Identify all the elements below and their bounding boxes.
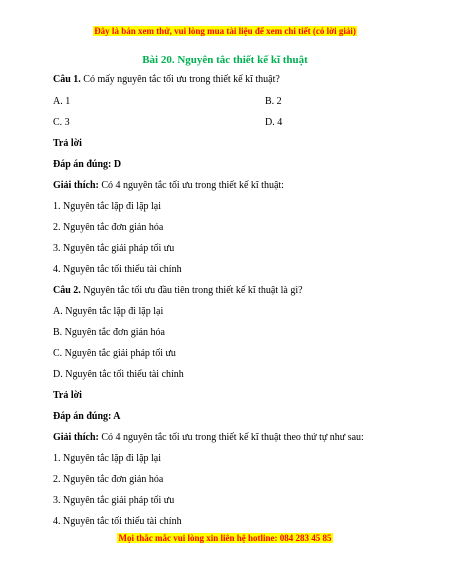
question-2-list-item: 4. Nguyên tắc tối thiểu tài chính <box>53 516 182 527</box>
preview-notice-banner <box>0 26 450 36</box>
page-title: Bài 20. Nguyên tắc thiết kế kĩ thuật <box>142 54 308 66</box>
question-2-explanation-label: Giải thích: <box>53 432 99 443</box>
question-2-option-d: D. Nguyên tắc tối thiểu tài chính <box>53 369 184 380</box>
question-2 <box>53 285 303 297</box>
question-1 <box>53 74 280 86</box>
question-1-list-item: 1. Nguyên tắc lặp đi lặp lại <box>53 201 162 212</box>
question-2-text: Nguyên tắc tối ưu đầu tiên trong thiết kế kĩ thuật là gì? <box>83 285 303 296</box>
question-1-list-item: 4. Nguyên tắc tối thiểu tài chính <box>53 264 182 275</box>
question-1-option-b: B. 2 <box>265 96 282 107</box>
question-1-correct-answer: Đáp án đúng: D <box>53 159 122 170</box>
question-1-option-a: A. 1 <box>53 96 71 107</box>
question-1-list-item: 2. Nguyên tắc đơn giản hóa <box>53 222 164 233</box>
question-2-explanation <box>53 432 364 444</box>
question-2-label: Câu 2. <box>53 285 81 296</box>
question-1-list-item: 3. Nguyên tắc giải pháp tối ưu <box>53 243 175 254</box>
hotline-banner <box>0 533 450 543</box>
hotline-text: Mọi thắc mắc vui lòng xin liên hệ hotline: 084 283 45 85 <box>118 533 332 543</box>
question-2-list-item: 3. Nguyên tắc giải pháp tối ưu <box>53 495 175 506</box>
question-2-option-c: C. Nguyên tắc giải pháp tối ưu <box>53 348 176 359</box>
question-1-explanation <box>53 180 284 192</box>
question-2-list-item: 1. Nguyên tắc lặp đi lặp lại <box>53 453 162 464</box>
question-2-option-b: B. Nguyên tắc đơn giản hóa <box>53 327 165 338</box>
question-1-explanation-text: Có 4 nguyên tắc tối ưu trong thiết kế kĩ thuật: <box>101 180 284 191</box>
question-1-text: Có mấy nguyên tắc tối ưu trong thiết kế kĩ thuật? <box>83 74 280 85</box>
preview-notice-text: Đây là bản xem thử, vui lòng mua tài liệu để xem chi tiết (có lời giải) <box>94 26 356 36</box>
question-2-answer-heading: Trả lời <box>53 390 82 401</box>
question-1-explanation-label: Giải thích: <box>53 180 99 191</box>
question-1-option-d: D. 4 <box>265 117 283 128</box>
question-1-label: Câu 1. <box>53 74 81 85</box>
question-2-option-a: A. Nguyên tắc lặp đi lặp lại <box>53 306 164 317</box>
question-1-answer-heading: Trả lời <box>53 138 82 149</box>
question-2-list-item: 2. Nguyên tắc đơn giản hóa <box>53 474 164 485</box>
question-2-correct-answer: Đáp án đúng: A <box>53 411 121 422</box>
question-1-option-c: C. 3 <box>53 117 70 128</box>
question-2-explanation-text: Có 4 nguyên tắc tối ưu trong thiết kế kĩ thuật theo thứ tự như sau: <box>101 432 364 443</box>
